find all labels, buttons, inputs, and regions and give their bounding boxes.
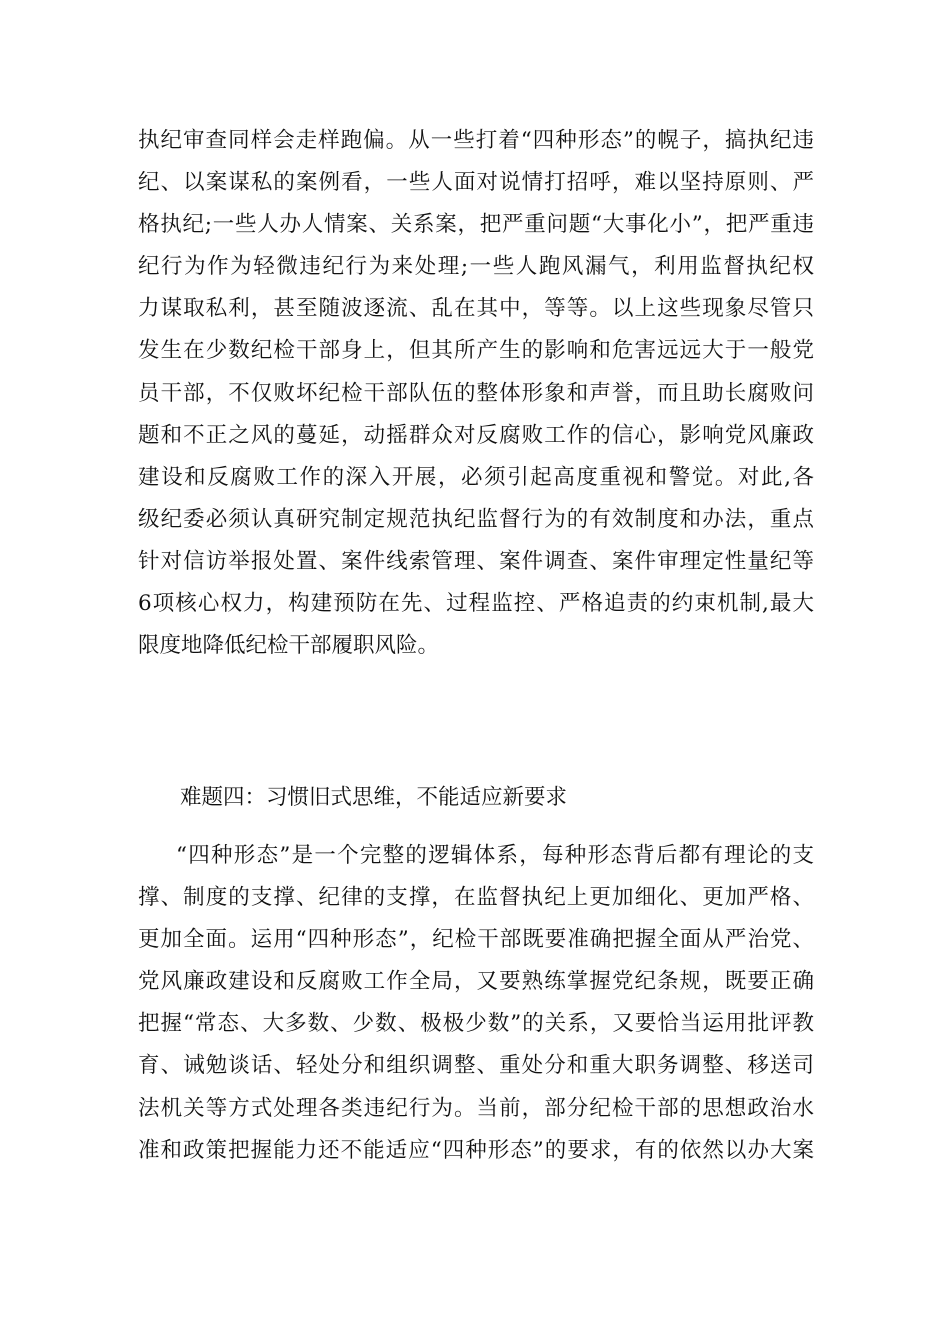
paragraph-1 [138,120,814,667]
text-line: 员干部，不仅败坏纪检干部队伍的整体形象和声誉，而且助长腐败问 [138,380,814,406]
text-line: 党风廉政建设和反腐败工作全局，又要熟练掌握党纪条规，既要正确 [138,969,814,995]
text-line: 格执纪;一些人办人情案、关系案，把严重问题“大事化小”，把严重违 [138,212,814,238]
text-line: 题和不正之风的蔓延，动摇群众对反腐败工作的信心，影响党风廉政 [138,422,814,448]
text-line: 育、诫勉谈话、轻处分和组织调整、重处分和重大职务调整、移送司 [138,1053,814,1079]
text-line: 把握“常态、大多数、少数、极极少数”的关系，又要恰当运用批评教 [138,1011,814,1037]
text-line: 执纪审查同样会走样跑偏。从一些打着“四种形态”的幌子，搞执纪违 [138,128,814,153]
text-line: 发生在少数纪检干部身上，但其所产生的影响和危害远远大于一般党 [138,338,814,364]
text-line: 针对信访举报处置、案件线索管理、案件调查、案件审理定性量纪等 [138,548,814,574]
text-line: 纪、以案谋私的案例看，一些人面对说情打招呼，难以坚持原则、严 [138,170,814,196]
text-line: 法机关等方式处理各类违纪行为。当前，部分纪检干部的思想政治水 [138,1095,814,1121]
text-line: 准和政策把握能力还不能适应“四种形态”的要求，有的依然以办大案 [138,1137,814,1163]
paragraph-2 [138,835,814,1172]
text-line: 级纪委必须认真研究制定规范执纪监督行为的有效制度和办法，重点 [138,506,814,532]
text-line: 建设和反腐败工作的深入开展，必须引起高度重视和警觉。对此,各 [138,464,814,490]
text-line: 撑、制度的支撑、纪律的支撑，在监督执纪上更加细化、更加严格、 [138,885,814,911]
text-line: 限度地降低纪检干部履职风险。 [138,633,440,659]
text-line: 纪行为作为轻微违纪行为来处理;一些人跑风漏气，利用监督执纪权 [138,254,814,280]
text-line: 6项核心权力，构建预防在先、过程监控、严格追责的约束机制,最大 [138,591,814,617]
text-line: 更加全面。运用“四种形态”，纪检干部既要准确把握全面从严治党、 [138,927,814,953]
text-line: “四种形态”是一个完整的逻辑体系，每种形态背后都有理论的支 [176,843,814,868]
text-line: 力谋取私利，甚至随波逐流、乱在其中，等等。以上这些现象尽管只 [138,296,814,322]
section-heading: 难题四：习惯旧式思维，不能适应新要求 [180,785,568,810]
